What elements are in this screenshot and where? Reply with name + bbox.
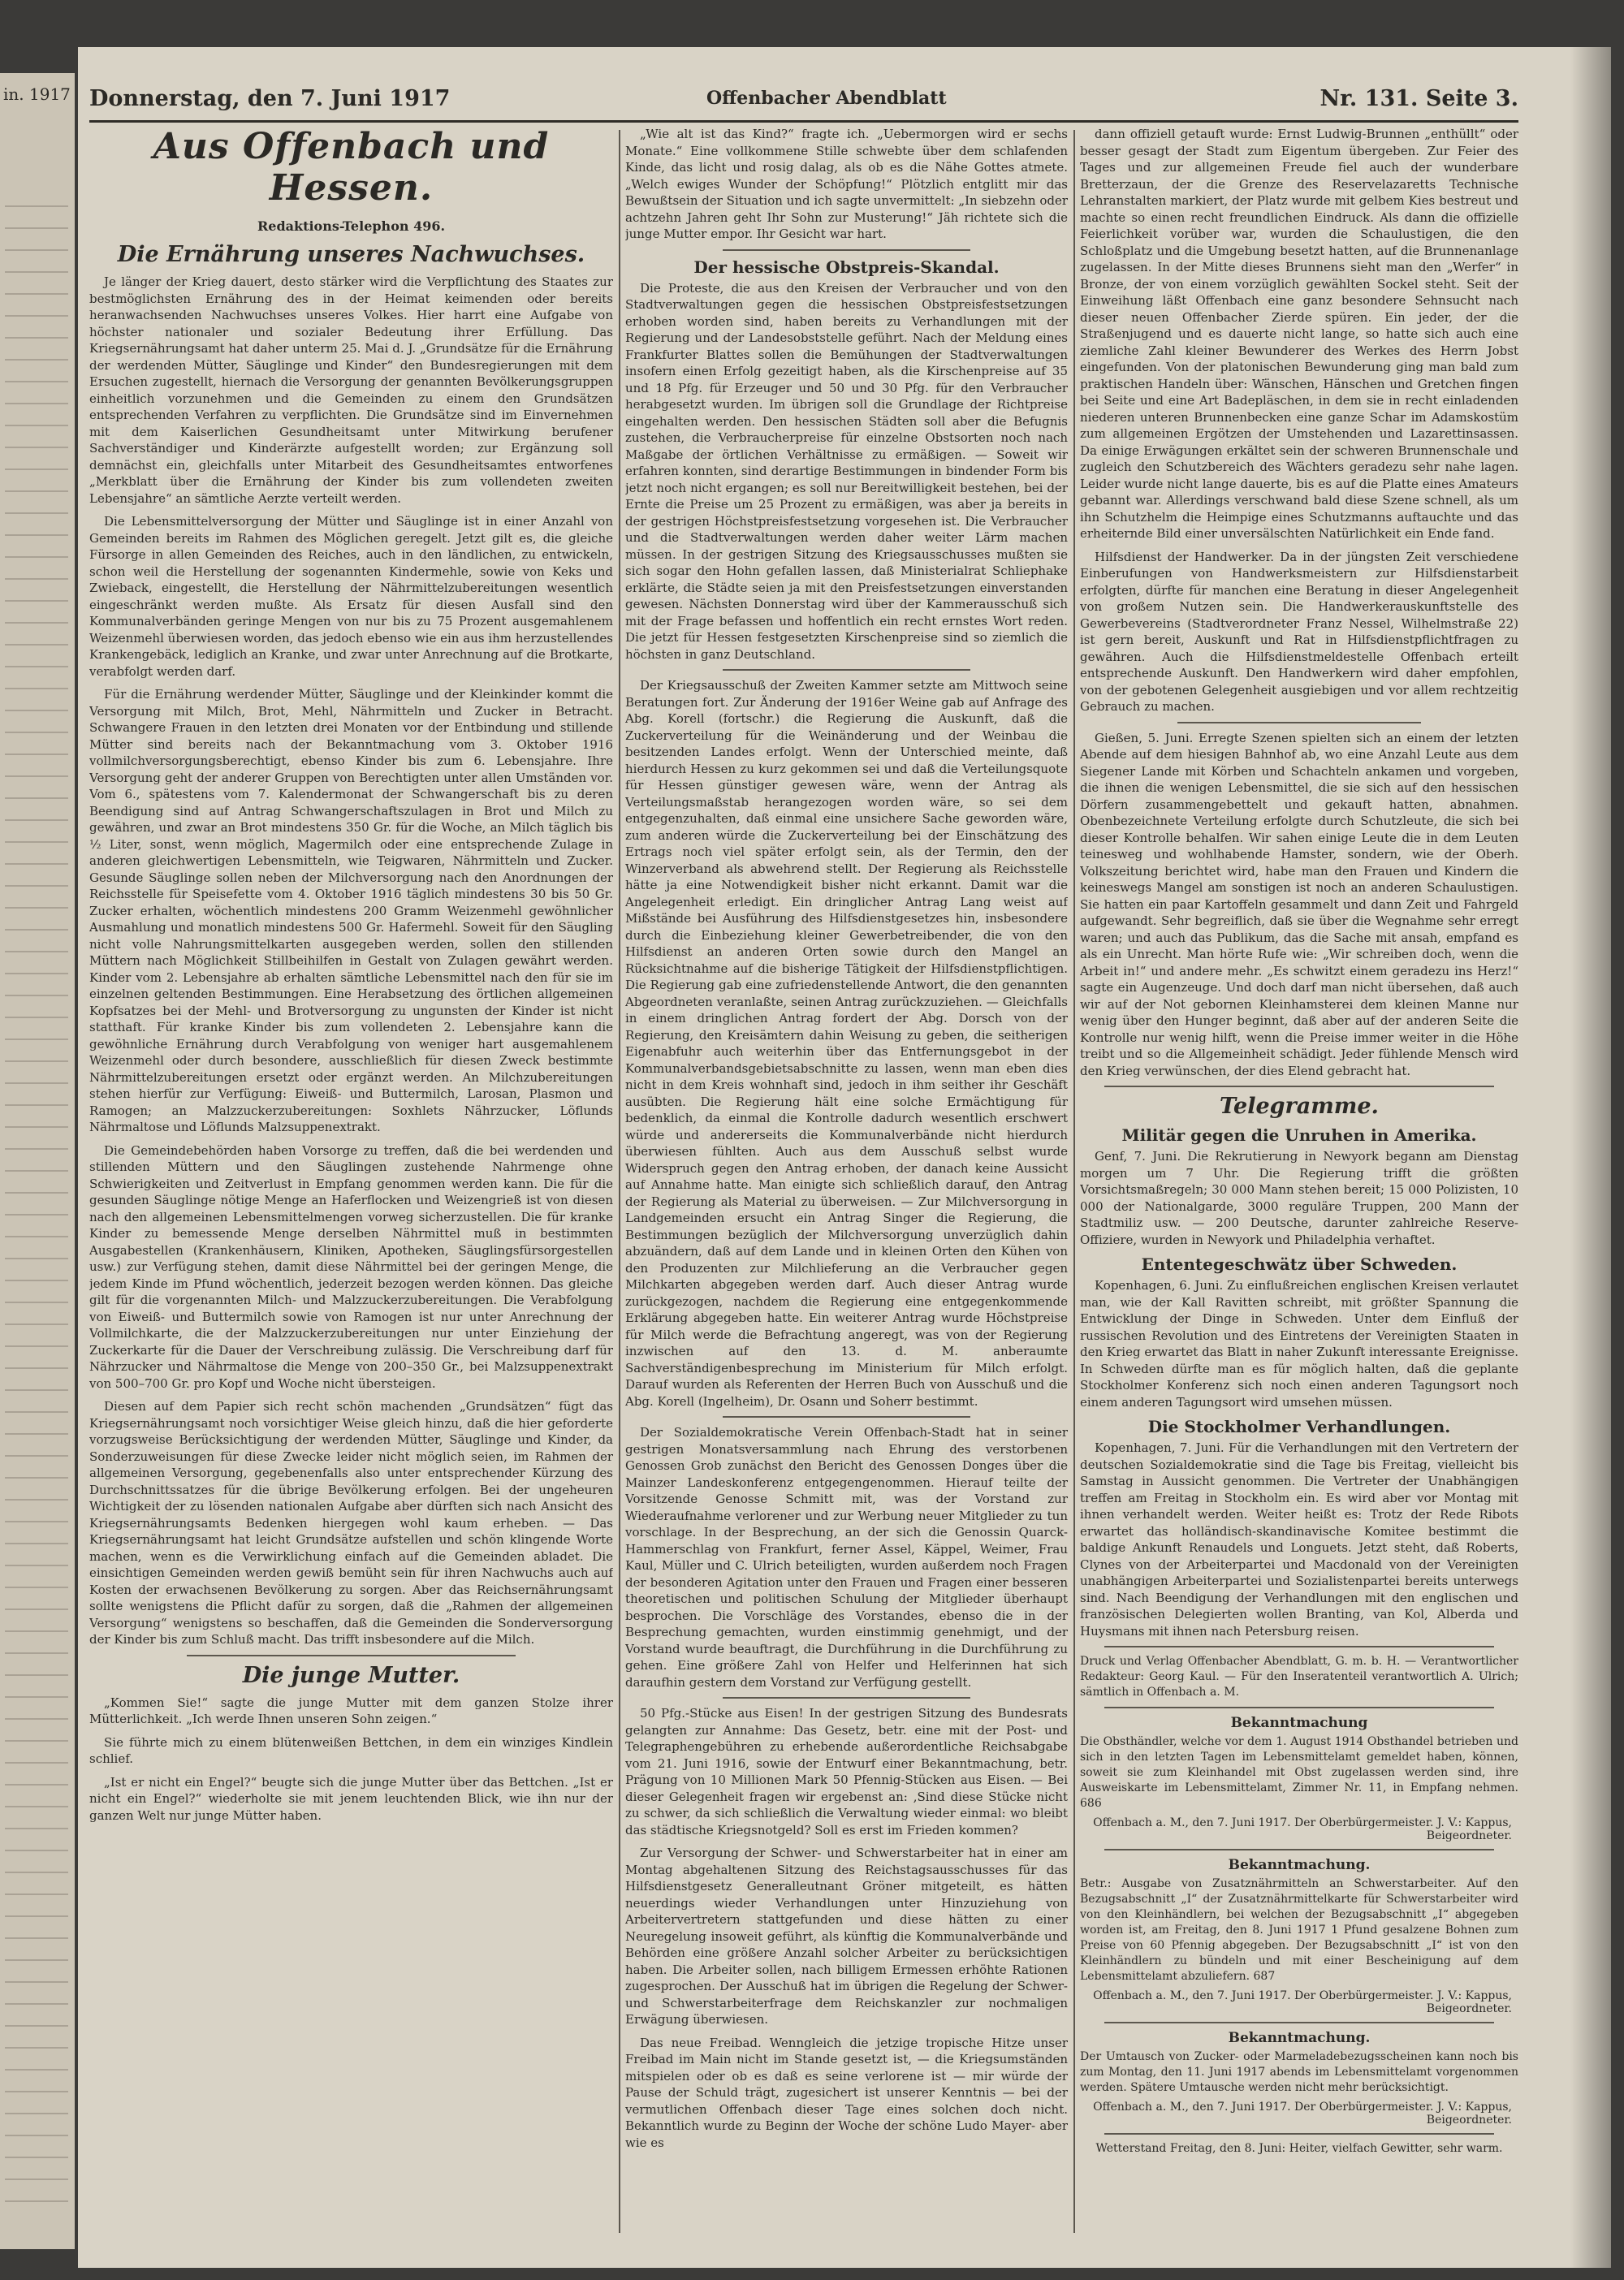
column-divider (1073, 130, 1075, 2233)
imprint: Druck und Verlag Offenbacher Abendblatt, G. m. b. H. — Verantwortlicher Redakteur: Georg Kaul. — Für den Inseratenteil verantwortlich A. Ulrich; sämtlich in Offenbach a. M. (1080, 1655, 1518, 1699)
article-title: Die junge Mutter. (242, 1662, 460, 1688)
announcement-title: Bekanntmachung. (1228, 2030, 1371, 2046)
column-1 (89, 126, 613, 2237)
article-paragraph: „Wie alt ist das Kind?“ fragte ich. „Uebermorgen wird er sechs Monate.“ Eine vollkommene Stille schwebte über dem schlafenden Kinde, das licht und rosig dalag, als ob es die Nähe Gottes atmete. „Welch ewiges Wunder der Schöpfung!“ Plötzlich entglitt mir das Bewußtsein der Situation und ich sagte unvermittelt: „In siebzehn oder achtzehn Jahren geht Ihr Sohn zur Musterung!“ Jäh richtete sich die junge Mutter empor. Ihr Gesicht war hart. (625, 127, 1068, 241)
article-paragraph: Sie führte mich zu einem blütenweißen Bettchen, in dem ein winziges Kindlein schlief. (89, 1734, 613, 1766)
announcement-text: Betr.: Ausgabe von Zusatznährmitteln an Schwerstarbeiter. Auf den Bezugsabschnitt „I“ der Zusatznährmittelkarte für Schwerstarbeiter wird von den Kleinhändlern, bei welchen der Bezugsabschnitt „I“ abgegeben worden ist, am Freitag, den 8. Juni 1917 1 Pfund gesalzene Bohnen zum Preise von 60 Pfennig abgegeben. Der Bezugsabschnitt „I“ ist von den Kleinhändlern zu bündeln und mit einer Bescheinigung auf dem Lebensmittelamt abzuliefern. 687 (1080, 1877, 1518, 1983)
article-paragraph: Die Proteste, die aus den Kreisen der Verbraucher und von den Stadtverwaltungen gegen die hessischen Obstpreisfestsetzungen erhoben worden sind, haben bereits zu Verhandlungen mit der Regierung und der Landesobststelle geführt. Nach der Meldung eines Frankfurter Blattes sollen die Bemühungen der Stadtverwaltungen insofern einen Erfolg gezeitigt haben, als die Kirschenpreise auf 35 und 18 Pfg. für Erzeuger und 50 und 30 Pfg. für den Verbraucher herabgesetzt wurden. Im übrigen soll die Grundlage der Richtpreise eingehalten werden. Den hessischen Städten soll aber die Befugnis zustehen, die Verbraucherpreise für einzelne Obstsorten noch nach Maßgabe der örtlichen Verhältnisse zu ermäßigen. — Soweit wir erfahren konnten, sind derartige Bestimmungen in bindender Form bis jetzt noch nicht ergangen; es soll nur Bereitwilligkeit bestehen, bei der Ernte die Preise um 25 Prozent zu ermäßigen, was aber ja bereits in der gestrigen Höchstpreisfestsetzung vorgesehen ist. Die Verbraucher und die Stadtverwaltungen werden daher weiter Lärm machen müssen. In der gestrigen Sitzung des Kriegsausschusses mußten sie sich sogar den Hohn gefallen lassen, daß Ministerialrat Schliephake erklärte, die Städte seien ja mit den Preisfestsetzungen einverstanden gewesen. Nächsten Donnerstag wird über der Kammerausschuß sich mit der Frage befassen und hoffentlich ein recht ernstes Wort reden. Die jetzt für Hessen festgesetzten Kirschenpreise sind so ziemlich die höchsten in ganz Deutschland. (625, 280, 1068, 662)
article-separator (1104, 2133, 1494, 2135)
article-paragraph: 50 Pfg.-Stücke aus Eisen! In der gestrigen Sitzung des Bundesrats gelangten zur Annahme: Das Gesetz, betr. eine mit der Post- und Telegraphengebühren zu erhebende außerordentliche Reichsabgabe vom 21. Juni 1916, sowie der Entwurf einer Bekanntmachung, betr. Prägung von 10 Millionen Mark 50 Pfennig-Stücken aus Eisen. — Bei dieser Gelegenheit fragen wir ergebenst an: ‚Sind diese Stücke nicht zu schwer, da sich schließlich die Verwaltung wieder einmal: wo bleibt das städtische Kriegsnotgeld? Soll es erst im Frieden kommen? (625, 1706, 1068, 1837)
article-separator (723, 249, 970, 251)
column-3 (1080, 126, 1518, 2237)
masthead-paper-name: Offenbacher Abendblatt (706, 88, 947, 109)
previous-page-text-block (5, 195, 68, 2217)
masthead-page-number: Nr. 131. Seite 3. (1320, 86, 1518, 111)
article-paragraph: dann offiziell getauft wurde: Ernst Ludwig-Brunnen „enthüllt“ oder besser gesagt der Stadt zum Eigentum übergeben. Zur Feier des Tages und zur allgemeinen Freude fiel auch der wunderbare Bretterzaun, der die Grenze des Reservelazaretts Technische Lehranstalten markiert, der Platz wurde mit gelbem Kies bestreut und machte so einen recht freundlichen Eindruck. Als dann die offizielle Feierlichkeit vorüber war, wurden die Schaulustigen, die den Schloßplatz und die Umgebung besetzt hatten, auf die Brunnenanlage zugelassen. In der Mitte dieses Brunnens sieht man den „Werfer“ in Bronze, der von einem vorzüglich gewählten Sockel steht. Seit der Einweihung läßt Offenbach eine ganz besondere Sehnsucht nach dieser neuen Offenbacher Zierde spüren. Ein jeder, der die Straßenjugend und es dauerte nicht lange, so hatte sich auch eine ziemliche Zahl kleiner Bewunderer des Werkes des Herrn Jobst eingefunden. Von der platonischen Bewunderung ging man bald zum praktischen Handeln über: Wänschen, Hänschen und Gretchen fingen bei Seite und eine Art Badepläschen, in dem sie in recht einladenden niederen unteren Brunnenbecken eine ganze Schar im Adamskostüm zum allgemeinen Ergötzen der Umstehenden und Lazarettinsassen. Da einige Erwägungen erkältet sein der schweren Brunnenschale und zugleich den Schutzbereich des Wächters geradezu sehr nahe lagen. Leider wurde nicht lange dauerte, bis es auf die Platte eines Amateurs gebannt war. Allerdings verschwand bald diese Szene schnell, als um ihn Schutzhelm die Heimpige eines Schutzmanns auftauchte und das erheiternde Bild einer unversälschten Natürlichkeit ein Ende fand. (1080, 127, 1518, 541)
article-separator (187, 1655, 516, 1656)
article-paragraph: Der Kriegsausschuß der Zweiten Kammer setzte am Mittwoch seine Beratungen fort. Zur Änderung der 1916er Weine gab auf Anfrage des Abg. Korell (fortschr.) die Regierung die Auskunft, daß die Zuckerverteilung für die Weinänderung und der Weinbau die besitzenden Landes erfolgt. Wenn der Unterschied meinte, daß hierdurch Hessen zu kurz gekommen sei und daß die Verteilungsquote für Hessen günstiger gewesen wäre, wenn der Antrag als Verteilungsmaßstab herangezogen worden wäre, so sei dem entgegenzuhalten, daß einmal eine unsichere Sache geworden wäre, zum anderen würde die Zuckerverteilung bei der Einschätzung des Ertrags noch viel später erfolgt sein, als der Termin, den der Winzerverband als abwehrend stellt. Der Regierung als Reichsstelle hätte ja eine Notwendigkeit bisher nicht erkannt. Damit war die Angelegenheit erledigt. Ein dringlicher Antrag Lang weist auf Mißstände bei Ausführung des Hilfsdienstgesetzes hin, insbesondere durch die Einbeziehung kleiner Gewerbetreibender, die von den Hilfsdienst an anderen Orten sowie durch den Mangel an Rücksichtnahme auf die bisherige Tätigkeit der Hilfsdienstpflichtigen. Die Regierung gab eine zufriedenstellende Antwort, die den genannten Abgeordneten veranlaßte, seinen Antrag zurückzuziehen. — Gleichfalls in einem dringlichen Antrag fordert der Abg. Dorsch von der Regierung, den Kreisämtern dahin Weisung zu geben, die seitherigen Eigenabfuhr auch weiterhin über das Entfernungsgebot in der Kommunalverbandsgebietsabschnitte zu lassen, wenn man eben dies nicht in dem Kreis wohnhaft sind, jedoch in ihm seither ihr Geschäft ausübten. Die Regierung hält eine solche Ermächtigung für bedenklich, da einmal die Kontrolle dadurch wesentlich erschwert würde und andererseits die Kommunalverbände nicht hierdurch überwiesen fühlten. Auch aus dem Ausschuß selbst wurde Widerspruch gegen den Antrag erhoben, der danach keine Aussicht auf Annahme hatte. Man einigte sich schließlich darauf, den Antrag der Regierung als Material zu überweisen. — Zur Milchversorgung in Landgemeinden ersucht ein Antrag Singer die Regierung, die Bestimmungen bezüglich der Milchversorgung unverzüglich dahin abzuändern, daß auf dem Lande und in kleinen Orten den Kühen von den Produzenten zur Milchlieferung an die Verbraucher gegen Milchkarten abgegeben werden darf. Auch dieser Antrag wurde zurückgezogen, nachdem die Regierung eine entgegenkommende Erklärung abgegeben hatte. Ein weiterer Antrag wurde Höchstpreise für Milch werde die Befrachtung angeregt, was von der Regierung inzwischen auf den 13. d. M. anberaumte Sachverständigenbesprechung im Ministerium für Milch erfolgt. Darauf wurden als Referenten der Herren Buch von Ausschuß und die Abg. Korell (Ingelheim), Dr. Osann und Soherr bestimmt. (625, 678, 1068, 1409)
article-separator (1104, 1646, 1494, 1647)
masthead-date: Donnerstag, den 7. Juni 1917 (89, 86, 451, 111)
article-separator (1104, 1086, 1494, 1087)
previous-page-edge (0, 73, 75, 2249)
article-paragraph: „Ist er nicht ein Engel?“ beugte sich die junge Mutter über das Bettchen. „Ist er nicht ein Engel?“ wiederholte sie mit jenem leuchtenden Blick, wie ihn nur der ganzen Welt nur junge Mütter haben. (89, 1774, 613, 1823)
article-separator (1104, 2022, 1494, 2023)
telegram-text: Kopenhagen, 7. Juni. Für die Verhandlungen mit den Vertretern der deutschen Sozialdemokratie sind die Tage bis Freitag, vielleicht bis Samstag in Aussicht genommen. Die Vertreter der Unabhängigen treffen am Freitag in Stockholm ein. Es wird aber vor Montag mit ihnen verhandelt werden. Weiter heißt es: Trotz der Rede Ribots erwartet das holländisch-skandinavische Komitee bestimmt die baldige Ankunft Renaudels und Longuets. Jetzt steht, daß Roberts, Clynes von der Arbeiterpartei und Macdonald von der Vereinigten unabhängigen Arbeiterpartei und Sozialistenpartei bereits unterwegs sind. Nach Beendigung der Verhandlungen mit den englischen und französischen Delegierten wollen Branting, van Kol, Alberda und Huysmans mit ihnen nach Petersburg reisen. (1080, 1440, 1518, 1639)
telegrams-title: Telegramme. (1220, 1094, 1379, 1119)
article-separator (1177, 722, 1421, 723)
announcement-title: Bekanntmachung. (1228, 1857, 1371, 1873)
article-separator (723, 669, 970, 671)
announcement-signature: Offenbach a. M., den 7. Juni 1917. Der Oberbürgermeister. J. V.: Kappus, Beigeordneter. (1093, 1989, 1512, 2015)
announcement-text: Die Obsthändler, welche vor dem 1. August 1914 Obsthandel betrieben und sich in den letzten Tagen im Lebensmittelamt gemeldet haben, können, soweit sie zum Kleinhandel mit Obst zugelassen werden sind, ihre Ausweiskarte im Lebensmittelamt, Zimmer Nr. 11, in Empfang nehmen. 686 (1080, 1735, 1518, 1810)
article-separator (723, 1697, 970, 1699)
article-separator (1104, 1707, 1494, 1708)
article-title: Der hessische Obstpreis-Skandal. (693, 257, 1000, 277)
article-paragraph: Für die Ernährung werdender Mütter, Säuglinge und der Kleinkinder kommt die Versorgung mit Milch, Brot, Mehl, Nährmitteln und Zucker in Betracht. Schwangere Frauen in den letzten drei Monaten vor der Entbindung und stillende Mütter sind bereits nach der Bekanntmachung vom 3. Oktober 1916 vollmilchversorgungsberechtigt, ebenso Kinder bis zum 6. Lebensjahre. Ihre Versorgung geht der anderer Gruppen von Berechtigten unter allen Umständen vor. Vom 6., spätestens vom 7. Kalendermonat der Schwangerschaft bis zu deren Beendigung sind auf Antrag Schwangerschaftszulagen in Brot und Milch zu gewähren, und zwar an Brot mindestens 350 Gr. für die Woche, an Milch täglich bis ½ Liter, sonst, wenn möglich, Magermilch oder eine entsprechende Zulage in anderen gleichwertigen Lebensmitteln, wie Teigwaren, Nährmitteln und Zucker. Gesunde Säuglinge sollen neben der Milchversorgung nach den Anordnungen der Reichsstelle für Speisefette vom 4. Oktober 1916 täglich mindestens 30 bis 50 Gr. Zucker erhalten, wöchentlich mindestens 200 Gramm Weizenmehl gewöhnlicher Ausmahlung und monatlich mindestens 500 Gr. Hafermehl. Soweit für den Säugling nicht volle Nahrungsmittelkarten ausgegeben werden, sollen den stillenden Müttern nach Möglichkeit Stillbeihilfen in Gestalt von Zulagen gewährt werden. Kinder vom 2. Lebensjahre ab erhalten sämtliche Lebensmittel nach den für sie im einzelnen geltenden Bestimmungen. Eine Herabsetzung des örtlichen allgemeinen Kopfsatzes bei der Mehl- und Brotversorgung zu ungunsten der Kinder ist nicht statthaft. Für kranke Kinder bis zum vollendeten 2. Lebensjahre kann die gewöhnliche Ernährung durch Verabfolgung von weniger hart ausgemahlenem Weizenmehl oder durch besondere, ausschließlich für diesen Zweck bestimmte Nährmittelzubereitungen ersetzt oder ergänzt werden. An Milchzubereitungen stehen hierfür zur Verfügung: Eiweiß- und Buttermilch, Larosan, Plasmon und Ramogen; an Malzzuckerzubereitungen: Soxhlets Nährzucker, Löflunds Nährmaltose und Löflunds Malzsuppenextrakt. (89, 687, 613, 1134)
article-paragraph: Die Lebensmittelversorgung der Mütter und Säuglinge ist in einer Anzahl von Gemeinden bereits im Rahmen des Möglichen geregelt. Jetzt gilt es, die gleiche Fürsorge in allen Gemeinden des Reiches, auch in den ländlichen, zu entwickeln, schon weil die Herstellung der sogenannten Kindermehle, sowie von Keks und Zwieback, eingestellt, die Herstellung der Nährmittelzubereitungen wesentlich eingeschränkt werden mußte. Als Ersatz für diesen Ausfall sind den Kommunalverbänden geringe Mengen von nur bis zu 75 Prozent ausgemahlenem Weizenmehl überwiesen worden, das jedoch ebenso wie ein aus ihm herzustellendes Krankengebäck, lediglich an Kranke, und zwar unter Anrechnung auf die Brotkarte, verabfolgt werden darf. (89, 514, 613, 679)
announcement-title: Bekanntmachung (1230, 1715, 1368, 1731)
telegram-headline: Militär gegen die Unruhen in Amerika. (1121, 1125, 1477, 1145)
announcement-signature: Offenbach a. M., den 7. Juni 1917. Der Oberbürgermeister. J. V.: Kappus, Beigeordneter. (1093, 1816, 1512, 1842)
weather-forecast: Wetterstand Freitag, den 8. Juni: Heiter, vielfach Gewitter, sehr warm. (1095, 2142, 1503, 2155)
article-paragraph: Der Sozialdemokratische Verein Offenbach-Stadt hat in seiner gestrigen Monatsversammlung nach Ehrung des verstorbenen Genossen Grob zunächst den Bericht des Genossen Donges über die Mainzer Landeskonferenz entgegengenommen. Hierauf teilte der Vorsitzende Genosse Schmitt mit, was der Vorstand zur Wiederaufnahme verlorener und zur Werbung neuer Mitglieder zu tun vorschlage. In der Besprechung, an der sich die Genossin Quarck-Hammerschlag von Frankfurt, ferner Assel, Käppel, Weimer, Frau Kaul, Müller und C. Ulrich beteiligten, wurden außerdem noch Fragen der besonderen Agitation unter den Frauen und Fragen einer besseren theoretischen und politischen Schulung der Mitglieder überhaupt besprochen. Die Vorschläge des Vorstandes, ebenso die in der Besprechung gemachten, wurden einstimmig genehmigt, und der Vorstand wurde beauftragt, die Durchführung in die Durchführung zu gehen. Eine größere Zahl von Helfer und Helferinnen hat sich daraufhin gestern dem Vorstand zur Verfügung gestellt. (625, 1425, 1068, 1690)
article-paragraph: Die Gemeindebehörden haben Vorsorge zu treffen, daß die bei werdenden und stillenden Müttern und den Säuglingen zustehende Nahrmenge ohne Schwierigkeiten und Zeitverlust in Empfang genommen werden kann. Die für die gesunden Säuglinge nötige Menge an Haferflocken und Weizengrieß ist von diesen nach den allgemeinen Lebensmittelmengen vorweg sicherzustellen. Die für kranke Kinder zu bemessende Menge derselben Nährmittel muß in bestimmten Ausgabestellen (Krankenhäusern, Kliniken, Apotheken, Säuglingsfürsorgestellen usw.) zur Verfügung stehen, damit diese Nährmittel bei der geringen Menge, die jedem Kinde im Pfund wöchentlich, jederzeit bezogen werden können. Das gleiche gilt für die vorgenannten Milch- und Malzzuckerzubereitungen. Die Verabfolgung von Eiweiß- und Buttermilch sowie von Ramogen ist nur unter Anrechnung der Vollmilchkarte, die der Malzzuckerzubereitungen nur unter Einziehung der Zuckerkarte für die Dauer der Verschreibung zulässig. Die Verschreibung darf für Nährzucker und Nährmaltose die Menge von 200–350 Gr., bei Malzsuppenextrakt von 500–700 Gr. pro Kopf und Woche nicht übersteigen. (89, 1142, 613, 1391)
telegram-text: Genf, 7. Juni. Die Rekrutierung in Newyork begann am Dienstag morgen um 7 Uhr. Die Regierung trifft die größten Vorsichtsmaßregeln; 30 000 Mann stehen bereit; 15 000 Polizisten, 10 000 der Nationalgarde, 3000 reguläre Truppen, 200 Mann der Stadtmiliz usw. — 200 Deutsche, darunter zahlreiche Reserve-Offiziere, wurden in Newyork und Philadelphia verhaftet. (1080, 1149, 1518, 1247)
article-separator (723, 1416, 970, 1418)
column-2 (625, 126, 1068, 2237)
article-paragraph: Zur Versorgung der Schwer- und Schwerstarbeiter hat in einer am Montag abgehaltenen Sitzung des Reichstagsausschusses für das Hilfsdienstgesetz Generalleutnant Gröner mitgeteilt, es hätten neuerdings wieder Verhandlungen unter Hinzuziehung von Arbeitervertretern stattgefunden und diese hätten zu einer Neuregelung insoweit geführt, als künftig die Kommunalverbände und Behörden eine größere Anzahl solcher Arbeiter zu berücksichtigen haben. Die Arbeiter sollen, nach billigem Ermessen erhöhte Rationen zugesprochen. Der Ausschuß hat im übrigen die Regelung der Schwer- und Schwerstarbeiterfrage dem Reichskanzler zur nochmaligen Erwägung überwiesen. (625, 1846, 1068, 2027)
masthead (89, 81, 1518, 119)
article-paragraph: Diesen auf dem Papier sich recht schön machenden „Grundsätzen“ fügt das Kriegsernährungsamt noch vorsichtiger Weise gleich hinzu, daß die hier geforderte vorzugsweise Berücksichtigung der werdenden Mütter, Säuglinge und Kinder, da Sonderzuweisungen für diese Zwecke leider nicht möglich seien, im Rahmen der allgemeinen Versorgung, gegebenenfalls also unter entsprechender Kürzung des Durchschnittssatzes für die übrige Bevölkerung erfolgen. Bei der ungeheuren Wichtigkeit der zu lösenden nationalen Aufgabe aber dürften sich nach Ansicht des Kriegsernährungsamts Bedenken hiergegen wohl kaum erheben. — Das Kriegsernährungsamt hat leicht Grundsätze aufstellen und schön klingende Worte machen, wenn es die Verwirklichung einfach auf die Gemeinden abladet. Die einsichtigen Gemeinden werden gewiß bemüht sein für ihren Nachwuchs auch auf Kosten der erwachsenen Bevölkerung zu sorgen. Aber das Reichsernährungsamt sollte wenigstens die Pflicht dafür zu sorgen, daß die „Rahmen der allgemeinen Versorgung“ wenigstens so beschaffen, daß die Gemeinden die Sonderversorgung der Kinder bis zum Schluß macht. Das trifft insbesondere auf die Milch. (89, 1399, 613, 1647)
previous-page-header: in. 1917 (3, 84, 71, 104)
editorial-phone: Redaktions-Telephon 496. (257, 218, 446, 234)
article-title: Die Ernährung unseres Nachwuchses. (117, 242, 585, 267)
article-separator (1104, 1849, 1494, 1850)
announcement-signature: Offenbach a. M., den 7. Juni 1917. Der Oberbürgermeister. J. V.: Kappus, Beigeordneter. (1093, 2101, 1512, 2127)
article-paragraph: Das neue Freibad. Wenngleich die jetzige tropische Hitze unser Freibad im Main nicht im Stande gesetzt ist, — die Kriegsumständen mitspielen oder ob es daß es seine verlorene ist — mir würde der Pause der Schuld trägt, zugesichert ist unserer Kenntnis — bei der vermutlichen Offenbach dieser Tage eines solchen doch nicht. Bekanntlich wurde zu Beginn der Woche der schöne Ludo Mayer- aber wie es (625, 2035, 1068, 2150)
telegram-text: Kopenhagen, 6. Juni. Zu einflußreichen englischen Kreisen verlautet man, wie der Kall Ravitten schreibt, mit größter Spannung die Entwicklung der Dinge in Schweden. Unter dem Einfluß der russischen Revolution und des Eintretens der Vereinigten Staaten in den Krieg erwartet das Blatt in naher Zukunft interessante Ereignisse. In Schweden dürfte man es für möglich halten, daß die geplante Stockholmer Konferenz sich noch einen anderen Tagungsort noch einem anderen Tagungsort wird umsehen müssen. (1080, 1278, 1518, 1410)
page-binding-shadow (1570, 47, 1611, 2268)
article-paragraph: Je länger der Krieg dauert, desto stärker wird die Verpflichtung des Staates zur bestmöglichsten Ernährung des in der Heimat keimenden oder bereits heranwachsenden Nachwuchses unseres Volkes. Hier harrt eine Aufgabe von höchster nationaler und sozialer Bedeutung ihrer Erfüllung. Das Kriegsernährungsamt hat daher unterm 25. Mai d. J. „Grundsätze für die Ernährung der werdenden Mütter, Säuglinge und Kinder“ den Bundesregierungen mit dem Ersuchen zugestellt, hiernach die Versorgung der genannten Bevölkerungsgruppen einheitlich vorzunehmen und die Gemeinden zu einem den Grundsätzen entsprechenden Verfahren zu verpflichten. Die Grundsätze sind im Einvernehmen mit dem Kaiserlichen Gesundheitsamt unter Mitwirkung berufener Sachverständiger und Kinderärzte aufgestellt worden; zur Ergänzung soll demnächst ein, gleichfalls unter Mitarbeit des Gesundheitsamtes entworfenes „Merkblatt über die Ernährung der Kinder bis zum vollendeten zweiten Lebensjahre“ an sämtliche Aerzte verteilt werden. (89, 274, 613, 506)
masthead-rule (89, 120, 1518, 123)
announcement-text: Der Umtausch von Zucker- oder Marmeladebezugsscheinen kann noch bis zum Montag, den 11. Juni 1917 abends im Lebensmittelamt vorgenommen werden. Spätere Umtausche werden nicht mehr berücksichtigt. (1080, 2050, 1518, 2094)
article-paragraph: Hilfsdienst der Handwerker. Da in der jüngsten Zeit verschiedene Einberufungen von Handwerksmeistern zur Hilfsdienstarbeit erfolgten, dürfte für manchen eine Beratung in dieser Angelegenheit von großem Nutzen sein. Die Handwerkerauskunftstelle des Gewerbevereins (Stadtverordneter Franz Nessel, Wilhelmstraße 22) ist gern bereit, Auskunft und Rat in Hilfsdienstpflichtfragen zu gewähren. Auch die Hilfsdienstmeldestelle Offenbach erteilt entsprechende Auskunft. Den Handwerkern wird daher empfohlen, von der gebotenen Gelegenheit ausgiebigen und vor allem rechtzeitig Gebrauch zu machen. (1080, 549, 1518, 714)
column-divider (619, 130, 620, 2233)
telegram-headline: Die Stockholmer Verhandlungen. (1147, 1417, 1451, 1436)
article-paragraph: „Kommen Sie!“ sagte die junge Mutter mit dem ganzen Stolze ihrer Mütterlichkeit. „Ich werde Ihnen unseren Sohn zeigen.“ (89, 1695, 613, 1726)
article-paragraph: Gießen, 5. Juni. Erregte Szenen spielten sich an einem der letzten Abende auf dem hiesigen Bahnhof ab, wo eine Anzahl Leute aus dem Siegener Lande mit Körben und Schachteln ankamen und vorgeben, die ihnen die wenigen Lebensmittel, die sie sich auf den hessischen Dörfern zusammengebettelt und gekauft hatten, abnahmen. Obenbezeichnete Verteilung erfolgte durch Schutzleute, die sich bei dieser Kontrolle behalfen. Wir sahen einige Leute die in dem Leuten teinesweg und wohlhabende Hamster, sondern, wie der Oberh. Volkszeitung berichtet wird, habe man den Frauen und Kindern die keineswegs Mangel am sonstigen ist noch an anderen Schaulustigen. Sie hatten ein paar Kartoffeln gesammelt und dann Zeit und Fahrgeld aufgewandt. Sehr begreiflich, daß sie über die Wegnahme sehr erregt waren; und auch das Publikum, das die Sache mit ansah, empfand es als ein Unrecht. Man hörte Rufe wie: „Wir schreiben doch, wenn die Arbeit in!“ und andere mehr. „Es schwitzt einem geradezu ins Herz!“ sagte ein Augenzeuge. Und doch darf man nicht übersehen, daß auch wir auf der Not gebornen Kleinhamsterei dem kleinen Manne nur wenig über den Hunger beginnt, daß aber auf der anderen Seite die Kontrolle nur wenig hilft, wenn die Preise immer weiter in die Höhe treibt und so die Allgemeinheit schädigt. Jeder fühlende Mensch wird den Krieg verwünschen, der dies Elend gebracht hat. (1080, 730, 1518, 1078)
telegram-headline: Ententegeschwätz über Schweden. (1141, 1254, 1458, 1274)
section-title: Aus Offenbach und Hessen. (153, 126, 550, 209)
